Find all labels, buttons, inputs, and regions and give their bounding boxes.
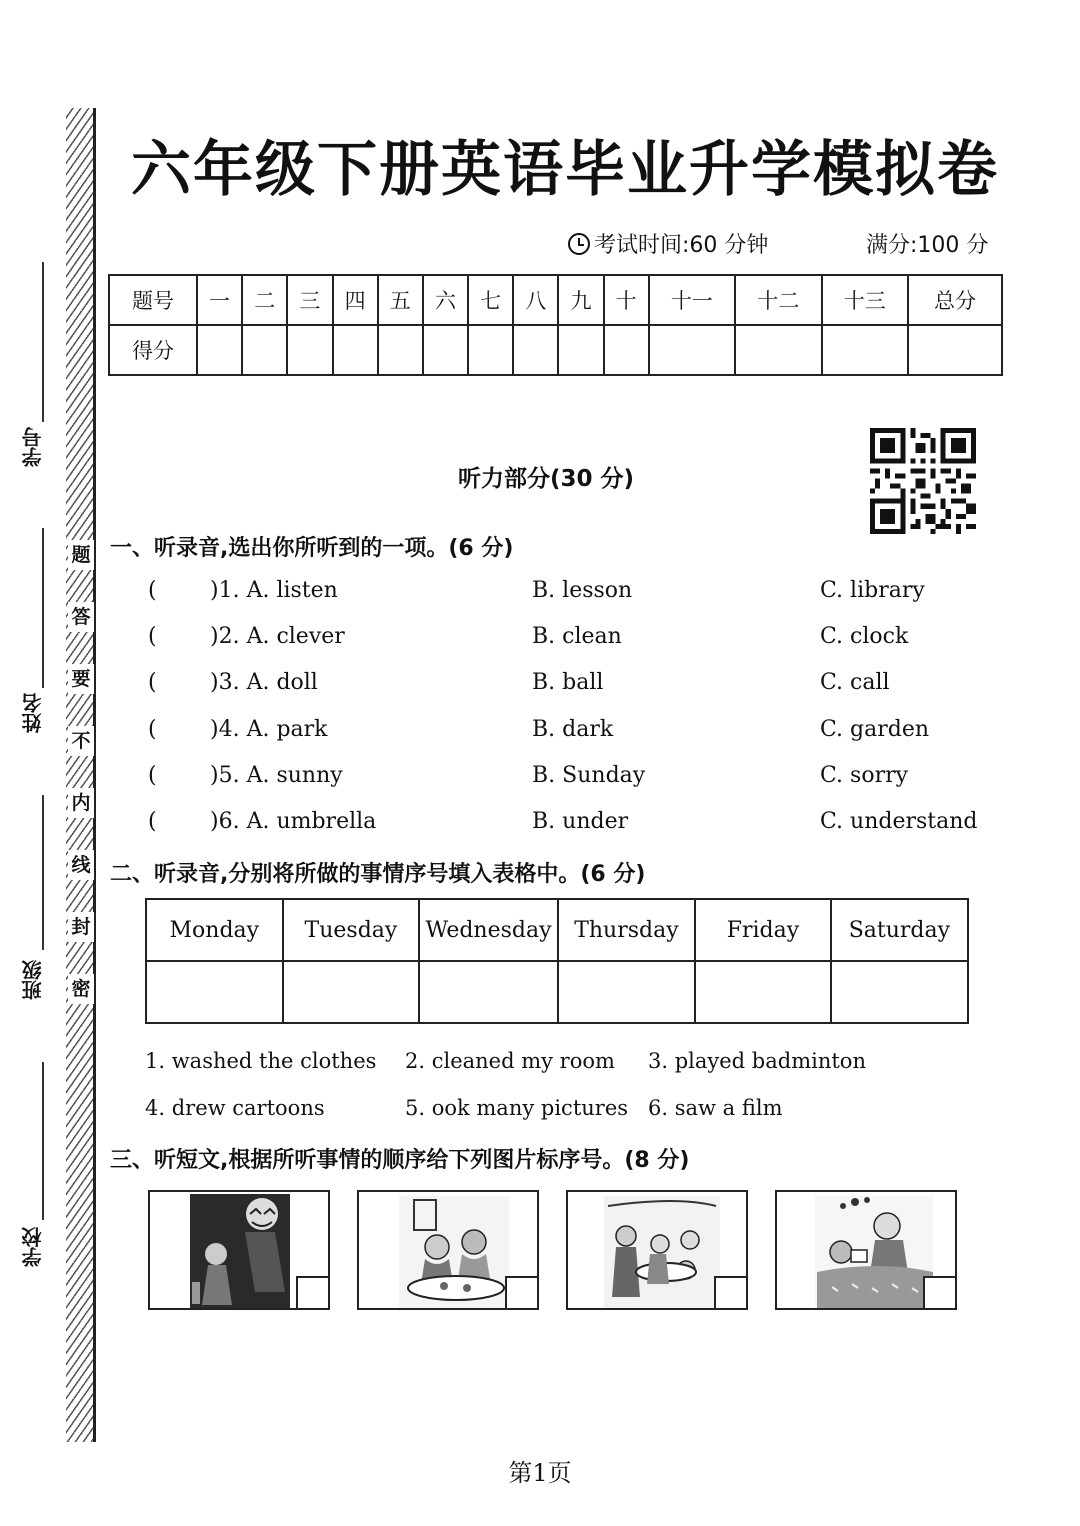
- score-table-col: 十: [604, 275, 649, 325]
- day-answer-cell[interactable]: [558, 961, 695, 1023]
- seal-char: 封: [68, 912, 94, 942]
- picture-number-box[interactable]: [505, 1276, 537, 1308]
- q1-option-b: B. dark: [532, 717, 614, 742]
- picture-party: [566, 1190, 748, 1310]
- answer-paren[interactable]: (: [148, 763, 157, 788]
- activity-item: 3. played badminton: [648, 1049, 866, 1073]
- listening-section-header: 听力部分(30 分): [458, 466, 635, 492]
- qr-code: [870, 428, 976, 534]
- q1-option-b: B. under: [532, 809, 629, 834]
- page-title: 六年级下册英语毕业升学模拟卷: [131, 135, 999, 205]
- day-answer-cell[interactable]: [831, 961, 968, 1023]
- score-table-col: 九: [558, 275, 603, 325]
- score-table-col: 十三: [822, 275, 908, 325]
- clock-icon: [568, 233, 590, 255]
- score-table-row-label: 得分: [109, 325, 197, 375]
- score-cell[interactable]: [558, 325, 603, 375]
- seal-char: 不: [68, 726, 94, 756]
- score-cell[interactable]: [197, 325, 242, 375]
- seal-char: 答: [68, 602, 94, 632]
- binding-border: [93, 108, 96, 1442]
- activity-item: 5. ook many pictures: [405, 1096, 629, 1120]
- picture-bedtime: [775, 1190, 957, 1310]
- seal-char: 密: [68, 974, 94, 1004]
- q1-option-c: C. sorry: [820, 763, 909, 788]
- answer-paren[interactable]: (: [148, 670, 157, 695]
- day-header: Saturday: [831, 899, 968, 961]
- day-header: Thursday: [558, 899, 695, 961]
- score-table-header-row: [109, 275, 1002, 325]
- q1-option-a: )5. A. sunny: [210, 763, 343, 788]
- q1-title: 一、听录音,选出你所听到的一项。(6 分): [110, 536, 514, 561]
- day-answer-cell[interactable]: [146, 961, 283, 1023]
- q1-option-b: B. Sunday: [532, 763, 646, 788]
- score-table-col: 七: [468, 275, 513, 325]
- q1-option-c: C. understand: [820, 809, 978, 834]
- q2-title: 二、听录音,分别将所做的事情序号填入表格中。(6 分): [110, 862, 646, 887]
- full-score: 满分:100 分: [866, 233, 989, 258]
- picture-family-dinner: [357, 1190, 539, 1310]
- day-answer-cell[interactable]: [283, 961, 420, 1023]
- score-table-col: 一: [197, 275, 242, 325]
- score-cell[interactable]: [333, 325, 378, 375]
- score-table: [108, 274, 1003, 376]
- q1-option-c: C. clock: [820, 624, 909, 649]
- activity-item: 6. saw a film: [648, 1096, 783, 1120]
- q1-option-b: B. clean: [532, 624, 622, 649]
- score-cell[interactable]: [423, 325, 468, 375]
- score-table-score-row: [109, 325, 1002, 375]
- score-cell[interactable]: [735, 325, 821, 375]
- score-table-col: 八: [513, 275, 558, 325]
- class-line: [42, 795, 44, 950]
- seal-char: 内: [68, 788, 94, 818]
- day-header: Monday: [146, 899, 283, 961]
- q1-option-c: C. library: [820, 578, 925, 603]
- score-table-col-total: 总分: [908, 275, 1002, 325]
- score-table-col: 十一: [649, 275, 735, 325]
- score-table-col: 六: [423, 275, 468, 325]
- score-table-col: 十二: [735, 275, 821, 325]
- school-line: [42, 1062, 44, 1220]
- picture-number-box[interactable]: [923, 1276, 955, 1308]
- score-cell[interactable]: [604, 325, 649, 375]
- score-table-col: 五: [378, 275, 423, 325]
- score-cell[interactable]: [378, 325, 423, 375]
- day-answer-cell[interactable]: [695, 961, 831, 1023]
- q1-option-a: )3. A. doll: [210, 670, 318, 695]
- day-header: Wednesday: [419, 899, 557, 961]
- q1-option-a: )1. A. listen: [210, 578, 338, 603]
- weekday-answer-row: [146, 961, 968, 1023]
- page-number: 第1页: [508, 1459, 572, 1487]
- student-id-line: [42, 262, 44, 422]
- seal-char: 要: [68, 664, 94, 694]
- score-cell[interactable]: [822, 325, 908, 375]
- score-cell[interactable]: [468, 325, 513, 375]
- school-label: 学校: [21, 1227, 45, 1267]
- picture-number-box[interactable]: [296, 1276, 328, 1308]
- q3-title: 三、听短文,根据所听事情的顺序给下列图片标序号。(8 分): [110, 1148, 690, 1173]
- picture-number-box[interactable]: [714, 1276, 746, 1308]
- activity-item: 2. cleaned my room: [405, 1049, 615, 1073]
- score-cell[interactable]: [649, 325, 735, 375]
- activity-item: 4. drew cartoons: [145, 1096, 325, 1120]
- name-line: [42, 528, 44, 688]
- answer-paren[interactable]: (: [148, 717, 157, 742]
- seal-char: 题: [68, 540, 94, 570]
- class-label: 班级: [21, 960, 45, 1000]
- q1-option-c: C. call: [820, 670, 890, 695]
- exam-time: [568, 228, 768, 259]
- q1-option-a: )4. A. park: [210, 717, 328, 742]
- picture-halloween: [148, 1190, 330, 1310]
- q1-option-c: C. garden: [820, 717, 930, 742]
- q1-option-a: )2. A. clever: [210, 624, 345, 649]
- answer-paren[interactable]: (: [148, 578, 157, 603]
- exam-time-text: 考试时间:60 分钟: [594, 233, 769, 258]
- answer-paren[interactable]: (: [148, 624, 157, 649]
- score-table-col: 三: [287, 275, 332, 325]
- q1-option-b: B. lesson: [532, 578, 633, 603]
- answer-paren[interactable]: (: [148, 809, 157, 834]
- q1-option-b: B. ball: [532, 670, 604, 695]
- binding-hatch: [66, 108, 94, 1442]
- score-table-col: 四: [333, 275, 378, 325]
- day-header: Tuesday: [283, 899, 420, 961]
- activity-item: 1. washed the clothes: [145, 1049, 377, 1073]
- day-header: Friday: [695, 899, 831, 961]
- seal-char: 线: [68, 850, 94, 880]
- weekday-header-row: [146, 899, 968, 961]
- score-table-row-label: 题号: [109, 275, 197, 325]
- score-cell[interactable]: [242, 325, 287, 375]
- score-table-col: 二: [242, 275, 287, 325]
- score-cell[interactable]: [287, 325, 332, 375]
- q1-option-a: )6. A. umbrella: [210, 809, 377, 834]
- student-id-label: 学号: [21, 427, 45, 467]
- score-cell-total[interactable]: [908, 325, 1002, 375]
- name-label: 姓名: [21, 693, 45, 733]
- score-cell[interactable]: [513, 325, 558, 375]
- day-answer-cell[interactable]: [419, 961, 557, 1023]
- weekday-table: [145, 898, 969, 1024]
